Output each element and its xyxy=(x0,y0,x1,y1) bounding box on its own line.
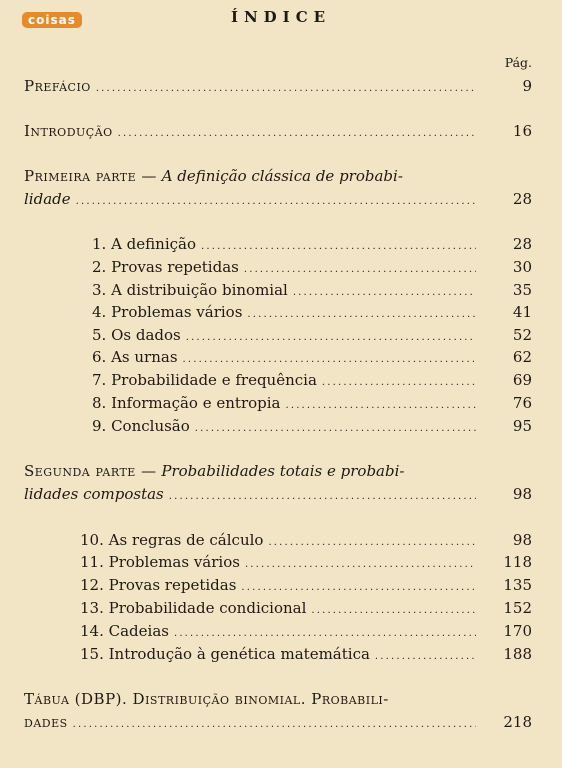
toc-entry-chapter-8[interactable] xyxy=(0,393,562,413)
toc-entry-chapter-4[interactable] xyxy=(0,302,562,322)
toc-entry-label: 11. Problemas vários xyxy=(80,553,245,571)
toc-entry-chapter-13[interactable] xyxy=(0,598,562,618)
toc-entry-page: 98 xyxy=(512,485,532,503)
toc-entry-label: 13. Probabilidade condicional xyxy=(80,599,311,617)
toc-entry-page: 69 xyxy=(512,371,532,389)
toc-entry-label: 1. A definição xyxy=(92,235,201,253)
toc-entry-page: 52 xyxy=(512,326,532,344)
toc-entry-page: 9 xyxy=(522,77,532,95)
toc-entry-page: 41 xyxy=(512,303,532,321)
part-one-heading[interactable] xyxy=(24,166,403,186)
toc-entry-chapter-15[interactable] xyxy=(0,644,562,664)
toc-entry-label: 9. Conclusão xyxy=(92,417,195,435)
toc-entry-label: dades xyxy=(24,713,73,731)
watermark-logo: coisas xyxy=(22,12,82,28)
toc-entry-label: 3. A distribuição binomial xyxy=(92,281,293,299)
toc-entry-page: 98 xyxy=(512,531,532,549)
toc-entry-chapter-9[interactable] xyxy=(0,416,562,436)
part-label: Primeira parte — xyxy=(24,167,157,185)
toc-entry-page: 170 xyxy=(503,622,532,640)
toc-entry-page: 152 xyxy=(503,599,532,617)
toc-entry-label: 7. Probabilidade e frequência xyxy=(92,371,322,389)
toc-entry-label: 5. Os dados xyxy=(92,326,186,344)
page-column-header: Pág. xyxy=(504,55,532,70)
toc-entry-page: 16 xyxy=(512,122,532,140)
toc-entry-parte2[interactable] xyxy=(0,484,562,504)
toc-entry-label: 15. Introdução à genética matemática xyxy=(80,645,375,663)
part-title: Probabilidades totais e probabi- xyxy=(161,462,405,480)
toc-entry-chapter-6[interactable] xyxy=(0,347,562,367)
toc-entry-page: 35 xyxy=(512,281,532,299)
toc-entry-label: Introdução xyxy=(24,122,118,140)
toc-entry-chapter-11[interactable] xyxy=(0,552,562,572)
toc-entry-chapter-2[interactable] xyxy=(0,257,562,277)
toc-entry-page: 30 xyxy=(512,258,532,276)
toc-entry-page: 62 xyxy=(512,348,532,366)
toc-entry-chapter-7[interactable] xyxy=(0,370,562,390)
toc-entry-introducao[interactable] xyxy=(0,121,562,141)
toc-entry-page: 135 xyxy=(503,576,532,594)
toc-entry-parte1[interactable] xyxy=(0,189,562,209)
toc-entry-label: 12. Provas repetidas xyxy=(80,576,241,594)
toc-entry-chapter-12[interactable] xyxy=(0,575,562,595)
toc-entry-page: 118 xyxy=(503,553,532,571)
toc-entry-label: 4. Problemas vários xyxy=(92,303,247,321)
toc-entry-chapter-5[interactable] xyxy=(0,325,562,345)
table-heading[interactable]: Tábua (DBP). Distribuição binomial. Probabili- xyxy=(24,690,389,708)
toc-entry-page: 95 xyxy=(512,417,532,435)
toc-entry-chapter-10[interactable] xyxy=(0,530,562,550)
toc-entry-label: 8. Informação e entropia xyxy=(92,394,285,412)
page-title: ÍNDICE xyxy=(230,8,332,26)
toc-entry-tabua[interactable] xyxy=(0,712,562,732)
part-label: Segunda parte — xyxy=(24,462,157,480)
toc-entry-page: 188 xyxy=(503,645,532,663)
toc-entry-label: 6. As urnas xyxy=(92,348,183,366)
toc-entry-label: Prefácio xyxy=(24,77,96,95)
toc-entry-label: lidades compostas xyxy=(24,485,169,503)
toc-entry-label: lidade xyxy=(24,190,76,208)
part-two-heading[interactable] xyxy=(24,461,404,481)
toc-entry-chapter-1[interactable] xyxy=(0,234,562,254)
toc-entry-chapter-14[interactable] xyxy=(0,621,562,641)
toc-entry-page: 28 xyxy=(512,235,532,253)
part-title: A definição clássica de probabi- xyxy=(161,167,403,185)
toc-entry-page: 76 xyxy=(512,394,532,412)
toc-entry-page: 218 xyxy=(503,713,532,731)
toc-entry-label: 2. Provas repetidas xyxy=(92,258,244,276)
toc-entry-label: 10. As regras de cálculo xyxy=(80,531,268,549)
toc-entry-chapter-3[interactable] xyxy=(0,280,562,300)
toc-entry-prefacio[interactable] xyxy=(0,76,562,96)
toc-entry-page: 28 xyxy=(512,190,532,208)
toc-entry-label: 14. Cadeias xyxy=(80,622,174,640)
